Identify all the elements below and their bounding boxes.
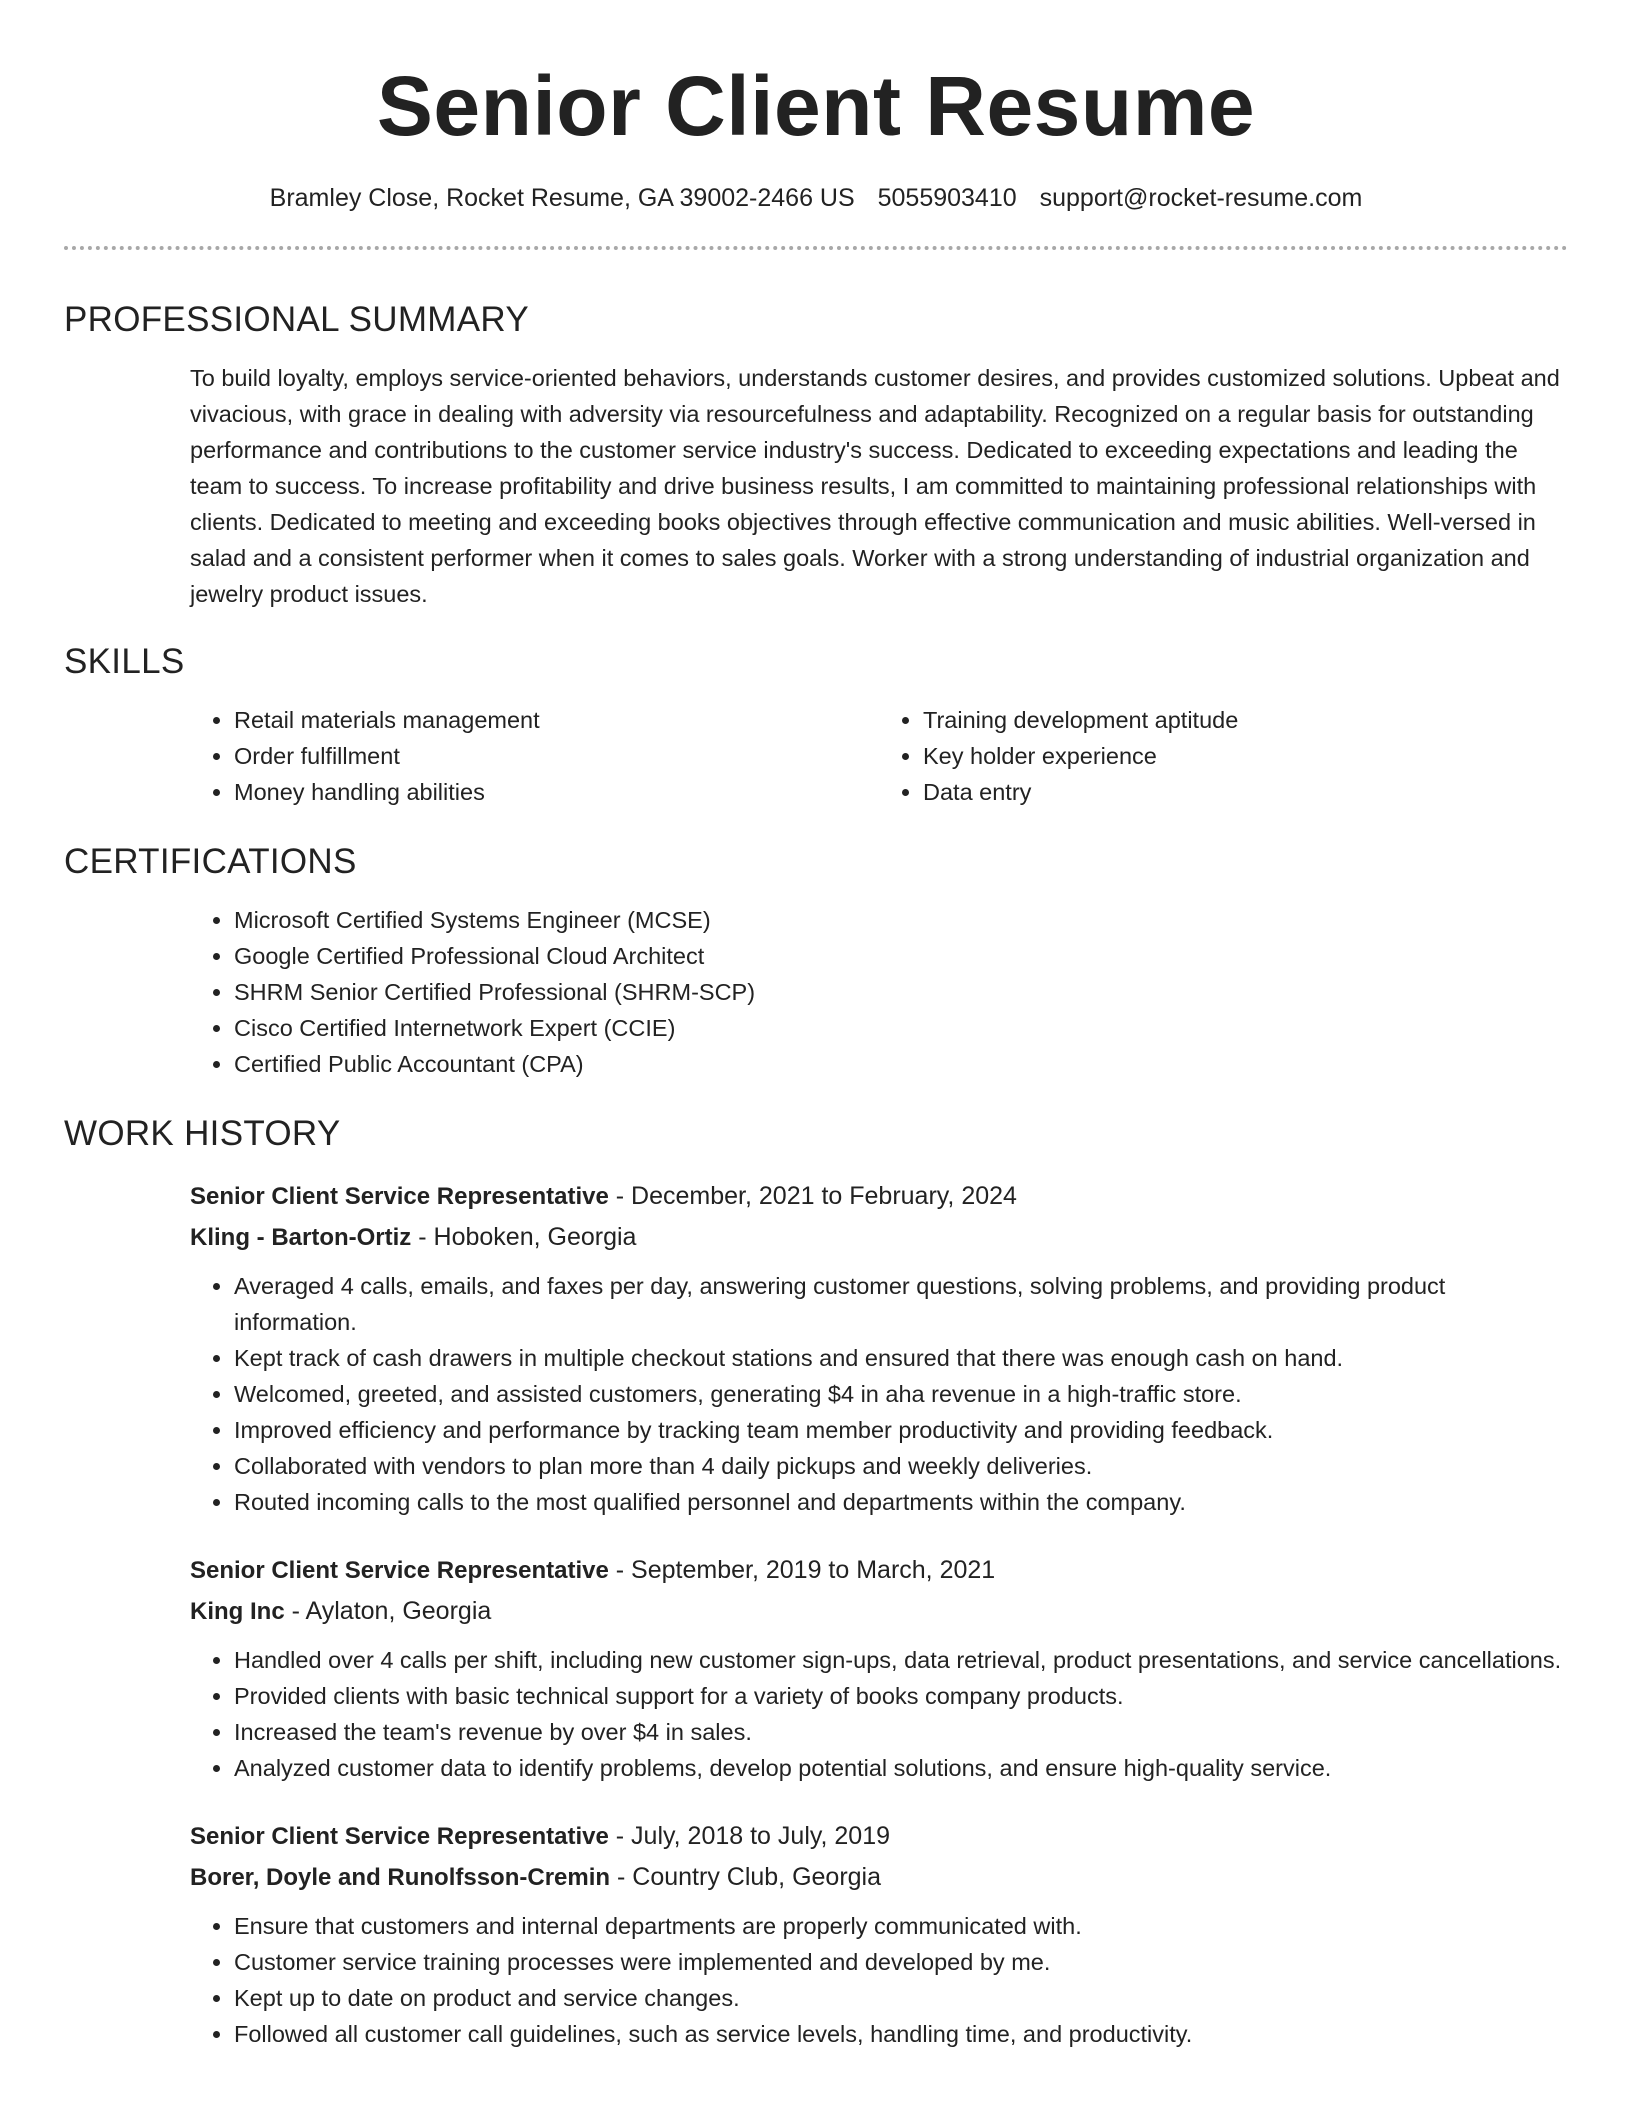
skill-item: • Training development aptitude [923, 702, 1568, 738]
skill-item: • Key holder experience [923, 738, 1568, 774]
certification-item: • SHRM Senior Certified Professional (SHRM-SCP) [234, 974, 1568, 1010]
job-bullet: • Improved efficiency and performance by tracking team member productivity and providing feedback. [234, 1412, 1568, 1448]
skills-heading: SKILLS [64, 642, 185, 681]
job-bullet: • Followed all customer call guidelines, such as service levels, handling time, and productivity. [234, 2016, 1568, 2052]
job-location: - Country Club, Georgia [610, 1863, 882, 1891]
job-bullet: • Welcomed, greeted, and assisted customers, generating $4 in aha revenue in a high-traffic store. [234, 1376, 1568, 1412]
summary-heading: PROFESSIONAL SUMMARY [64, 300, 529, 339]
job-bullet: • Customer service training processes were implemented and developed by me. [234, 1944, 1568, 1980]
job-company: Kling - Barton-Ortiz [190, 1224, 412, 1251]
certification-item: • Google Certified Professional Cloud Architect [234, 938, 1568, 974]
job-company: Borer, Doyle and Runolfsson-Cremin [190, 1864, 611, 1891]
job-company-line [190, 1857, 1568, 1898]
certifications-list [190, 902, 1568, 1082]
job-bullet: • Kept track of cash drawers in multiple checkout stations and ensured that there was enough cash on hand. [234, 1340, 1568, 1376]
skill-item: • Data entry [923, 774, 1568, 810]
work-history-section [64, 1114, 1568, 2052]
job-bullet: • Provided clients with basic technical support for a variety of books company products. [234, 1678, 1568, 1714]
job-title-line [190, 1550, 1568, 1591]
certification-item: • Certified Public Accountant (CPA) [234, 1046, 1568, 1082]
job-bullet: • Averaged 4 calls, emails, and faxes per day, answering customer questions, solving problems, and providing product information. [234, 1268, 1568, 1340]
job-title-line [190, 1816, 1568, 1857]
job-bullet: • Ensure that customers and internal departments are properly communicated with. [234, 1908, 1568, 1944]
job-dates: - July, 2018 to July, 2019 [608, 1822, 891, 1850]
skills-list-left [190, 702, 879, 810]
job-title: Senior Client Service Representative [190, 1183, 609, 1210]
job-bullets [190, 1908, 1568, 2052]
certifications-heading: CERTIFICATIONS [64, 842, 357, 881]
certification-item: • Microsoft Certified Systems Engineer (MCSE) [234, 902, 1568, 938]
job-title-line [190, 1176, 1568, 1217]
job-bullet: • Increased the team's revenue by over $4 in sales. [234, 1714, 1568, 1750]
job-bullet: • Routed incoming calls to the most qualified personnel and departments within the company. [234, 1484, 1568, 1520]
skill-item: • Retail materials management [234, 702, 879, 738]
job-bullet: • Analyzed customer data to identify problems, develop potential solutions, and ensure high-quality service. [234, 1750, 1568, 1786]
job-bullet: • Kept up to date on product and service changes. [234, 1980, 1568, 2016]
job-dates: - September, 2019 to March, 2021 [608, 1556, 996, 1584]
job-company-line [190, 1591, 1568, 1632]
job-entry [190, 1816, 1568, 2052]
certification-item: • Cisco Certified Internetwork Expert (CCIE) [234, 1010, 1568, 1046]
contact-address: Bramley Close, Rocket Resume, GA 39002-2466 US [269, 184, 855, 212]
job-title: Senior Client Service Representative [190, 1557, 609, 1584]
contact-phone: 5055903410 [877, 184, 1017, 212]
certifications-section [64, 842, 1568, 1082]
job-bullet: • Collaborated with vendors to plan more than 4 daily pickups and weekly deliveries. [234, 1448, 1568, 1484]
job-company: King Inc [190, 1598, 285, 1625]
job-bullets [190, 1268, 1568, 1520]
skill-item: • Money handling abilities [234, 774, 879, 810]
contact-line [64, 182, 1568, 214]
summary-section [64, 300, 1568, 612]
skills-section [64, 642, 1568, 810]
job-company-line [190, 1217, 1568, 1258]
skill-item: • Order fulfillment [234, 738, 879, 774]
job-entry [190, 1550, 1568, 1786]
job-title: Senior Client Service Representative [190, 1823, 609, 1850]
work-history-heading: WORK HISTORY [64, 1114, 341, 1153]
job-dates: - December, 2021 to February, 2024 [608, 1182, 1017, 1210]
page-title: Senior Client Resume [376, 59, 1256, 153]
job-bullets [190, 1642, 1568, 1786]
skills-list-right [879, 702, 1568, 810]
job-location: - Hoboken, Georgia [411, 1223, 637, 1251]
job-entry [190, 1176, 1568, 1520]
summary-text: To build loyalty, employs service-oriented behaviors, understands customer desires, and provides customized solutions. Upbeat and vivacious, with grace in dealing with adversity via resourcefulness and adaptability. Recognized on a regular basis for outstanding performance and contributions to the customer service industry's success. Dedicated to exceeding expectations and leading the team to success. To increase profitability and drive business results, I am committed to maintaining professional relationships with clients. Dedicated to meeting and exceeding books objectives through effective communication and music abilities. Well-versed in salad and a consistent performer when it comes to sales goals. Worker with a strong understanding of industrial organization and jewelry product issues. [190, 365, 1560, 607]
contact-email: support@rocket-resume.com [1039, 184, 1363, 212]
job-location: - Aylaton, Georgia [284, 1597, 492, 1625]
job-bullet: • Handled over 4 calls per shift, including new customer sign-ups, data retrieval, product presentations, and service cancellations. [234, 1642, 1568, 1678]
header-divider [64, 246, 1568, 250]
